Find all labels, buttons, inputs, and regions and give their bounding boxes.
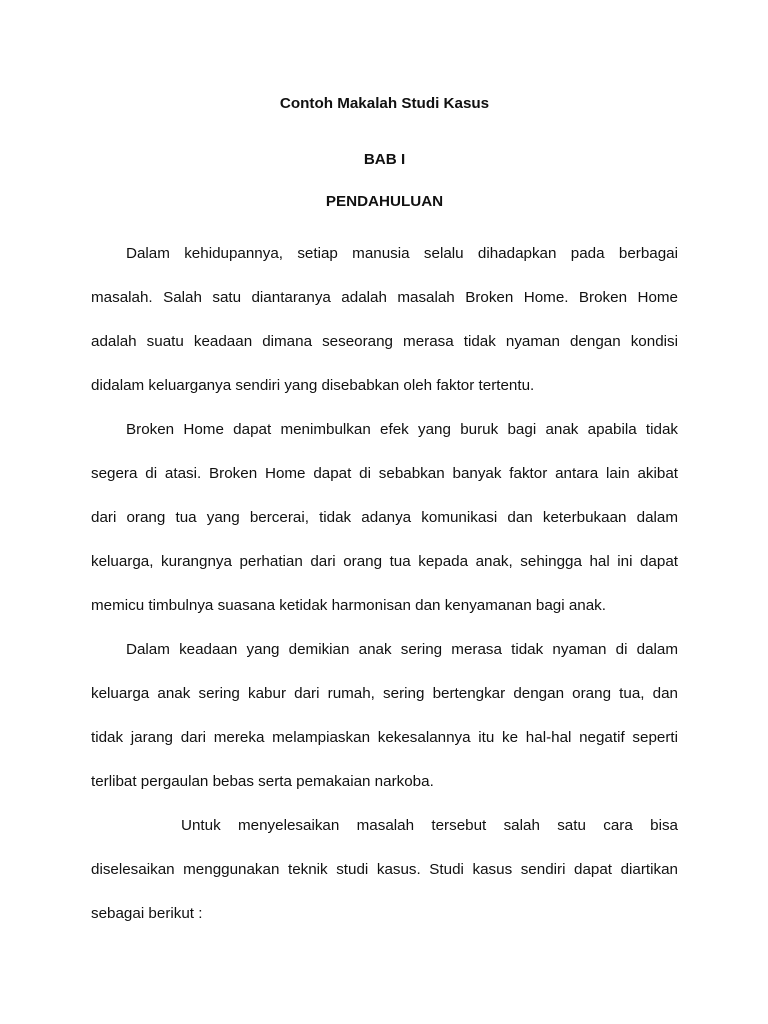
paragraph-line: masalah. Salah satu diantaranya adalah masalah Broken Home. Broken Home: [91, 289, 678, 306]
paragraph-line: Dalam kehidupannya, setiap manusia selalu dihadapkan pada berbagai: [126, 245, 678, 262]
document-title: Contoh Makalah Studi Kasus: [279, 95, 490, 112]
paragraph-line: dari orang tua yang bercerai, tidak adanya komunikasi dan keterbukaan dalam: [91, 509, 678, 526]
paragraph-2: [91, 408, 678, 628]
paragraph-line: adalah suatu keadaan dimana seseorang merasa tidak nyaman dengan kondisi: [91, 333, 678, 350]
paragraph-line: segera di atasi. Broken Home dapat di sebabkan banyak faktor antara lain akibat: [91, 465, 678, 482]
paragraph-line: memicu timbulnya suasana ketidak harmonisan dan kenyamanan bagi anak.: [91, 597, 606, 614]
paragraph-line: didalam keluarganya sendiri yang disebabkan oleh faktor tertentu.: [91, 377, 535, 394]
paragraph-3: [91, 628, 678, 804]
paragraph-line: keluarga, kurangnya perhatian dari orang tua kepada anak, sehingga hal ini dapat: [91, 553, 678, 570]
paragraph-line: Untuk menyelesaikan masalah tersebut salah satu cara bisa: [181, 817, 678, 834]
section-heading: PENDAHULUAN: [325, 193, 444, 210]
paragraph-4: [91, 804, 678, 936]
paragraph-line: diselesaikan menggunakan teknik studi kasus. Studi kasus sendiri dapat diartikan: [91, 861, 678, 878]
chapter-heading: BAB I: [363, 151, 406, 168]
paragraph-line: terlibat pergaulan bebas serta pemakaian narkoba.: [91, 773, 434, 790]
paragraph-line: Dalam keadaan yang demikian anak sering merasa tidak nyaman di dalam: [126, 641, 678, 658]
document-body: [91, 232, 678, 936]
paragraph-1: [91, 232, 678, 408]
paragraph-line: tidak jarang dari mereka melampiaskan kekesalannya itu ke hal-hal negatif seperti: [91, 729, 678, 746]
paragraph-line: Broken Home dapat menimbulkan efek yang buruk bagi anak apabila tidak: [126, 421, 678, 438]
paragraph-line: keluarga anak sering kabur dari rumah, sering bertengkar dengan orang tua, dan: [91, 685, 678, 702]
paragraph-line: sebagai berikut :: [91, 905, 203, 922]
